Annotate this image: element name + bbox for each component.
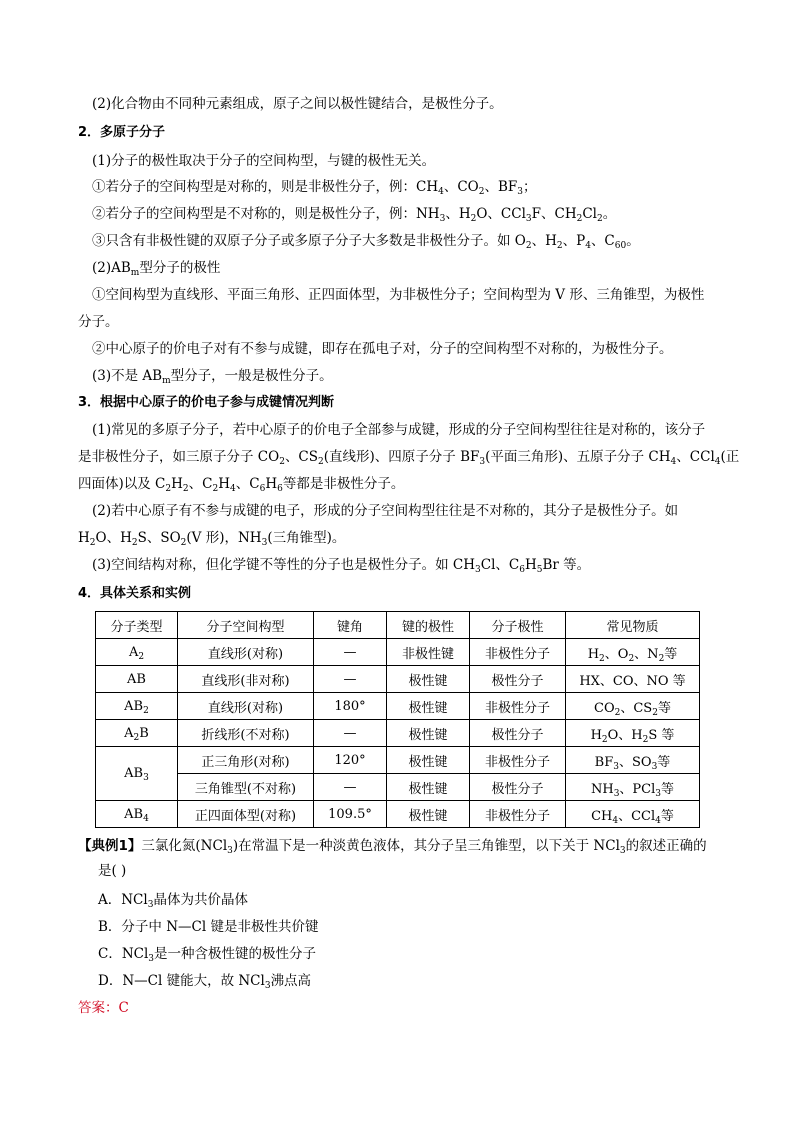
paragraph: ①若分子的空间构型是对称的，则是非极性分子，例：$CH_4$、$CO_2$、$BF_3$； bbox=[92, 179, 537, 197]
table-cell: $AB_2$ bbox=[96, 693, 178, 720]
table-cell: $NH_3$、PCl$_3$等 bbox=[566, 774, 700, 801]
table-cell: 极性分子 bbox=[470, 774, 566, 801]
paragraph: (1)常见的多原子分子，若中心原子的价电子全部参与成键，形成的分子空间构型往往是对称的，该分子 bbox=[92, 422, 706, 438]
paragraph: (3)不是 $AB_m$型分子，一般是极性分子。 bbox=[92, 368, 333, 386]
table-cell: 109.5° bbox=[314, 801, 387, 828]
paragraph: 四面体)以及 $C_2H_2$、$C_2H_4$、$C_6H_6$等都是非极性分子。 bbox=[78, 476, 405, 494]
table-cell: $H_2O$、$H_2S$ 等 bbox=[566, 720, 700, 747]
table-cell: $H_2$、$O_2$、$N_2$等 bbox=[566, 639, 700, 666]
table-row bbox=[96, 639, 700, 666]
table-cell: — bbox=[314, 639, 387, 666]
table-cell: 非极性键 bbox=[387, 639, 470, 666]
table-cell: $CH_4$、CCl$_4$等 bbox=[566, 801, 700, 828]
option-c: C．NCl$_3$是一种含极性键的极性分子 bbox=[98, 946, 317, 964]
table-cell: $CO_2$、$CS_2$等 bbox=[566, 693, 700, 720]
paragraph: (2)若中心原子有不参与成键的电子，形成的分子空间构型往往是不对称的，其分子是极性分子。如 bbox=[92, 503, 679, 519]
table-cell: 极性键 bbox=[387, 747, 470, 774]
table-cell: HX、CO、NO 等 bbox=[566, 666, 700, 693]
table-cell: 极性键 bbox=[387, 666, 470, 693]
option-d: D．N—Cl 键能大，故 NCl$_3$沸点高 bbox=[98, 973, 312, 991]
table-cell: 直线形(对称) bbox=[178, 693, 314, 720]
table-cell: $A_2B$ bbox=[96, 720, 178, 747]
table-cell: AB bbox=[96, 666, 178, 693]
paragraph: $(2)AB_m$型分子的极性 bbox=[92, 260, 221, 278]
table-cell: 180° bbox=[314, 693, 387, 720]
table-row bbox=[96, 693, 700, 720]
table-header: 分子类型 bbox=[96, 612, 178, 639]
paragraph: ③只含有非极性键的双原子分子或多原子分子大多数是非极性分子。如 $O_2$、$H_2$、$P_4$、$C_{60}$。 bbox=[92, 233, 640, 251]
option-b: B．分子中 N—Cl 键是非极性共价键 bbox=[98, 919, 319, 935]
table-cell: 120° bbox=[314, 747, 387, 774]
paragraph: $H_2O$、$H_2S$、$SO_2(V$ 形)，$NH_3$(三角锥型)。 bbox=[78, 530, 346, 548]
paragraph: ②中心原子的价电子对有不参与成键，即存在孤电子对，分子的空间构型不对称的，为极性分子。 bbox=[92, 341, 673, 357]
table-cell: — bbox=[314, 666, 387, 693]
table-header: 分子空间构型 bbox=[178, 612, 314, 639]
table-header: 常见物质 bbox=[566, 612, 700, 639]
table-cell: — bbox=[314, 720, 387, 747]
table-cell: $BF_3$、$SO_3$等 bbox=[566, 747, 700, 774]
table-cell: 极性键 bbox=[387, 801, 470, 828]
table-cell: 非极性分子 bbox=[470, 747, 566, 774]
table-cell: 非极性分子 bbox=[470, 639, 566, 666]
table-cell: 正三角形(对称) bbox=[178, 747, 314, 774]
example-question: 是( ) bbox=[98, 863, 127, 879]
table-cell: 极性键 bbox=[387, 720, 470, 747]
table-header-row bbox=[96, 612, 700, 639]
table-cell: 非极性分子 bbox=[470, 801, 566, 828]
table-cell: 直线形(非对称) bbox=[178, 666, 314, 693]
paragraph: 是非极性分子，如三原子分子 $CO_2$、$CS_2$(直线形)、四原子分子 $BF_3$(平面三角形)、五原子分子 $CH_4$、CCl$_4$(正 bbox=[78, 449, 740, 467]
table-cell: $A_2$ bbox=[96, 639, 178, 666]
section-heading: 4．具体关系和实例 bbox=[78, 586, 192, 601]
paragraph: ①空间构型为直线形、平面三角形、正四面体型，为非极性分子；空间构型为 V 形、三角锥型，为极性 bbox=[92, 287, 705, 303]
table-header: 键的极性 bbox=[387, 612, 470, 639]
example-tag: 【典例1】 bbox=[78, 838, 142, 854]
table-cell: 极性分子 bbox=[470, 720, 566, 747]
table-cell: $AB_4$ bbox=[96, 801, 178, 828]
table-cell: 直线形(对称) bbox=[178, 639, 314, 666]
option-a: A．NCl$_3$晶体为共价晶体 bbox=[98, 892, 248, 910]
table-cell: 正四面体型(对称) bbox=[178, 801, 314, 828]
paragraph: (2)化合物由不同种元素组成，原子之间以极性键结合，是极性分子。 bbox=[92, 96, 503, 112]
answer: 答案：C bbox=[78, 1000, 129, 1016]
table-cell: 三角锥型(不对称) bbox=[178, 774, 314, 801]
table-row bbox=[96, 801, 700, 828]
table-cell: 极性分子 bbox=[470, 666, 566, 693]
table-header: 键角 bbox=[314, 612, 387, 639]
paragraph: (1)分子的极性取决于分子的空间构型，与键的极性无关。 bbox=[92, 153, 436, 169]
paragraph: ②若分子的空间构型是不对称的，则是极性分子，例：$NH_3$、$H_2O$、CCl$_3$F、$CH_2Cl_2$。 bbox=[92, 206, 617, 224]
paragraph: 分子。 bbox=[78, 314, 119, 330]
table-row bbox=[96, 774, 700, 801]
table-cell: 极性键 bbox=[387, 693, 470, 720]
table-header: 分子极性 bbox=[470, 612, 566, 639]
relation-table bbox=[95, 611, 700, 828]
example-question: 【典例1】三氯化氮(NCl$_3$)在常温下是一种淡黄色液体，其分子呈三角锥型，以下关于 NCl$_3$的叙述正确的 bbox=[78, 838, 707, 856]
table-row bbox=[96, 666, 700, 693]
table-cell: 折线形(不对称) bbox=[178, 720, 314, 747]
table-cell: — bbox=[314, 774, 387, 801]
table-row bbox=[96, 747, 700, 774]
table-cell: $AB_3$ bbox=[96, 747, 178, 801]
table-cell: 极性键 bbox=[387, 774, 470, 801]
paragraph: (3)空间结构对称，但化学键不等性的分子也是极性分子。如 $CH_3Cl$、$C_6H_5Br$ 等。 bbox=[92, 557, 591, 575]
section-heading: 2．多原子分子 bbox=[78, 125, 166, 140]
section-heading: 3．根据中心原子的价电子参与成键情况判断 bbox=[78, 395, 335, 410]
table-row bbox=[96, 720, 700, 747]
table-cell: 非极性分子 bbox=[470, 693, 566, 720]
